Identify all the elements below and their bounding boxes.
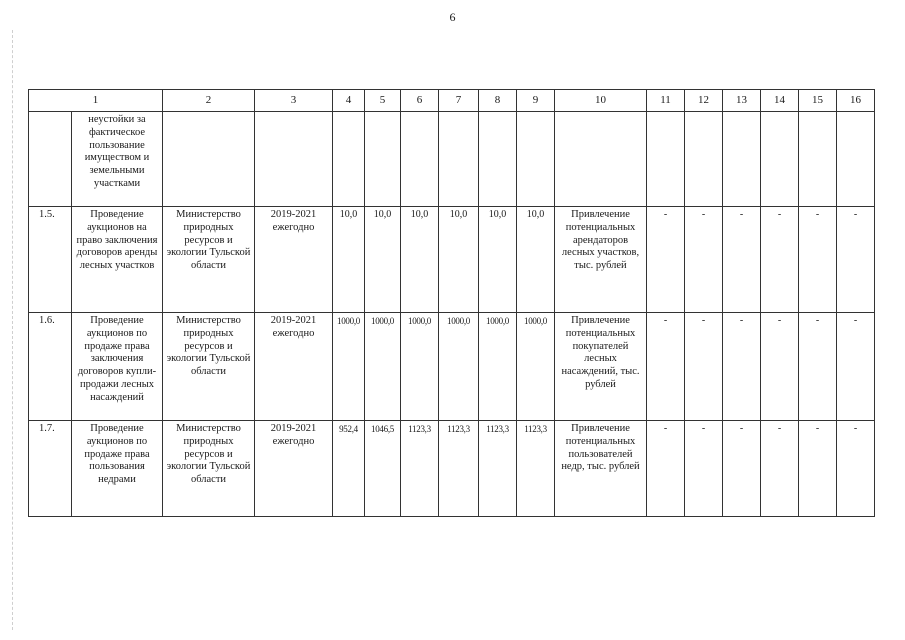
header-row (29, 90, 875, 112)
value-cell: 1123,3 (479, 421, 517, 517)
row-title: Проведение аукционов по продаже права пользования недрами (72, 421, 163, 517)
extra-cell (685, 112, 723, 207)
value-cell: 1123,3 (401, 421, 439, 517)
extra-cell (799, 112, 837, 207)
value-cell: 1000,0 (365, 313, 401, 421)
extra-cell (647, 112, 685, 207)
value-cell: 10,0 (401, 207, 439, 313)
header-cell: 6 (401, 90, 439, 112)
row-number: 1.6. (29, 313, 72, 421)
row-ministry (163, 112, 255, 207)
row-period: 2019-2021 ежегодно (255, 421, 333, 517)
row-title: Проведение аукционов по продаже права заключения договоров купли-продажи лесных насаждений (72, 313, 163, 421)
value-cell: 10,0 (365, 207, 401, 313)
header-cell: 5 (365, 90, 401, 112)
header-cell: 14 (761, 90, 799, 112)
header-cell: 13 (723, 90, 761, 112)
row-number: 1.5. (29, 207, 72, 313)
extra-cell: - (685, 313, 723, 421)
header-cell: 12 (685, 90, 723, 112)
value-cell: 952,4 (333, 421, 365, 517)
extra-cell: - (837, 421, 875, 517)
row-indicator: Привлечение потенциальных арендаторов лесных участков, тыс. рублей (555, 207, 647, 313)
header-cell: 4 (333, 90, 365, 112)
extra-cell: - (837, 313, 875, 421)
table-row (29, 313, 875, 421)
value-cell: 10,0 (333, 207, 365, 313)
extra-cell: - (723, 207, 761, 313)
row-period (255, 112, 333, 207)
extra-cell: - (647, 421, 685, 517)
header-cell: 16 (837, 90, 875, 112)
activities-table (28, 89, 875, 517)
extra-cell: - (647, 207, 685, 313)
value-cell (479, 112, 517, 207)
value-cell (365, 112, 401, 207)
extra-cell: - (723, 313, 761, 421)
table-row (29, 421, 875, 517)
header-cell: 9 (517, 90, 555, 112)
table-row (29, 207, 875, 313)
row-number (29, 112, 72, 207)
header-cell: 15 (799, 90, 837, 112)
extra-cell (837, 112, 875, 207)
extra-cell: - (685, 421, 723, 517)
extra-cell: - (761, 207, 799, 313)
value-cell: 1123,3 (517, 421, 555, 517)
page-number: 6 (449, 10, 456, 24)
value-cell (439, 112, 479, 207)
header-cell: 10 (555, 90, 647, 112)
extra-cell: - (799, 313, 837, 421)
row-period: 2019-2021 ежегодно (255, 207, 333, 313)
row-indicator: Привлечение потенциальных пользователей недр, тыс. рублей (555, 421, 647, 517)
value-cell (401, 112, 439, 207)
header-cell: 1 (29, 90, 163, 112)
extra-cell: - (685, 207, 723, 313)
header-cell: 11 (647, 90, 685, 112)
value-cell: 10,0 (439, 207, 479, 313)
value-cell: 1000,0 (401, 313, 439, 421)
value-cell: 1000,0 (439, 313, 479, 421)
value-cell: 10,0 (479, 207, 517, 313)
table-row (29, 112, 875, 207)
extra-cell: - (799, 421, 837, 517)
binding-margin-line (12, 30, 13, 630)
extra-cell: - (837, 207, 875, 313)
row-indicator: Привлечение потенциальных покупателей лесных насаждений, тыс. рублей (555, 313, 647, 421)
value-cell: 1000,0 (333, 313, 365, 421)
row-ministry: Министерство природных ресурсов и экологии Тульской области (163, 421, 255, 517)
row-period: 2019-2021 ежегодно (255, 313, 333, 421)
value-cell: 10,0 (517, 207, 555, 313)
row-title: неустойки за фактическое пользование имуществом и земельными участками (72, 112, 163, 207)
extra-cell (723, 112, 761, 207)
extra-cell (761, 112, 799, 207)
value-cell: 1123,3 (439, 421, 479, 517)
header-cell: 7 (439, 90, 479, 112)
extra-cell: - (723, 421, 761, 517)
row-ministry: Министерство природных ресурсов и экологии Тульской области (163, 313, 255, 421)
row-number: 1.7. (29, 421, 72, 517)
header-cell: 3 (255, 90, 333, 112)
extra-cell: - (761, 313, 799, 421)
value-cell: 1000,0 (479, 313, 517, 421)
row-ministry: Министерство природных ресурсов и экологии Тульской области (163, 207, 255, 313)
row-indicator (555, 112, 647, 207)
value-cell: 1046,5 (365, 421, 401, 517)
extra-cell: - (647, 313, 685, 421)
extra-cell: - (799, 207, 837, 313)
extra-cell: - (761, 421, 799, 517)
value-cell (333, 112, 365, 207)
header-cell: 8 (479, 90, 517, 112)
value-cell (517, 112, 555, 207)
row-title: Проведение аукционов на право заключения договоров аренды лесных участков (72, 207, 163, 313)
value-cell: 1000,0 (517, 313, 555, 421)
header-cell: 2 (163, 90, 255, 112)
